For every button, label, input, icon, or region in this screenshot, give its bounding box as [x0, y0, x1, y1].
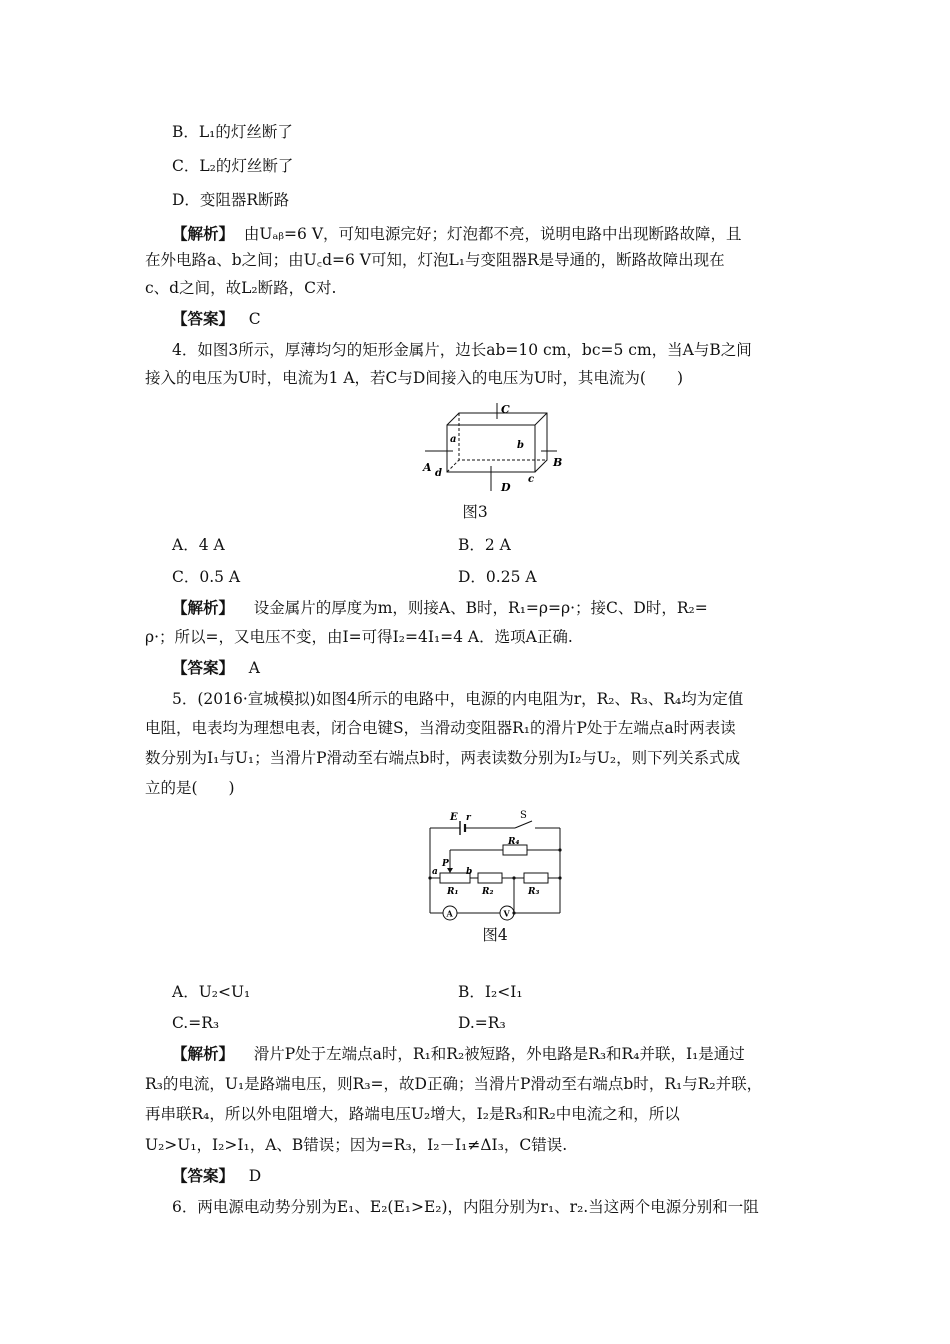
q3-analysis-line-3: c、d之间，故L₂断路，C对.: [145, 279, 337, 297]
fig4-label-r4: R₄: [508, 837, 520, 847]
q5-option-d: D.=R₃: [458, 1014, 506, 1032]
answer-tag: 【答案】: [172, 658, 235, 677]
q4-stem-line-1: 4．如图3所示，厚薄均匀的矩形金属片，边长ab=10 cm，bc=5 cm，当A与B之间: [172, 341, 752, 359]
q5-analysis-line-1: [172, 1044, 842, 1064]
q4-option-a: A．4 A: [172, 536, 225, 554]
q5-stem-line-2: 电阻，电表均为理想电表，闭合电键S，当滑动变阻器R₁的滑片P处于左端点a时两表读: [145, 719, 736, 737]
fig3-label-c-lower: c: [528, 474, 535, 485]
q5-option-b: B．I₂<I₁: [458, 983, 523, 1001]
q3-answer: C: [248, 310, 261, 328]
q5-analysis-line-3: 再串联R₄，所以外电阻增大，路端电压U₂增大，I₂是R₃和R₂中电流之和，所以: [145, 1105, 680, 1123]
analysis-tag: 【解析】: [172, 598, 235, 617]
fig4-label-e: E: [450, 812, 458, 823]
fig4-label-p: P: [442, 859, 449, 869]
q4-answer: A: [248, 659, 260, 677]
fig4-label-r3: R₃: [528, 887, 540, 897]
fig4-label-r2: R₂: [482, 887, 494, 897]
fig3-label-B: B: [553, 456, 563, 469]
fig4-label-s: S: [520, 810, 527, 821]
fig3-label-A: A: [423, 461, 432, 474]
voltmeter-symbol: V: [503, 908, 510, 919]
q3-option-c: C．L₂的灯丝断了: [172, 157, 294, 175]
figure-4-caption: 图4: [482, 926, 508, 944]
fig3-label-d: d: [435, 468, 442, 479]
q4-analysis-text: 设金属片的厚度为m，则接A、B时，R₁=ρ=ρ·；接C、D时，R₂=: [253, 599, 708, 617]
q3-option-d: D．变阻器R断路: [172, 191, 290, 209]
fig4-label-r1: R₁: [447, 887, 459, 897]
q5-answer: D: [248, 1167, 262, 1185]
fig4-label-r: r: [466, 813, 471, 823]
analysis-tag: 【解析】: [172, 1044, 235, 1063]
ammeter-symbol: A: [446, 908, 453, 919]
fig3-label-a: a: [450, 434, 457, 445]
q5-stem-line-1: 5．(2016·宣城模拟)如图4所示的电路中，电源的内电阻为r，R₂、R₃、R₄均为定值: [172, 690, 744, 708]
analysis-tag: 【解析】: [172, 224, 235, 243]
q4-option-d: D．0.25 A: [458, 568, 537, 586]
fig3-label-c: C: [501, 403, 510, 416]
q6-stem-line-1: 6．两电源电动势分别为E₁、E₂(E₁>E₂)，内阻分别为r₁、r₂.当这两个电源分别和一阻: [172, 1198, 759, 1216]
q4-option-b: B．2 A: [458, 536, 511, 554]
q3-answer-line: [172, 309, 842, 329]
q4-answer-line: [172, 658, 842, 678]
q3-analysis-line-1: [172, 224, 842, 244]
q5-analysis-line-4: U₂>U₁，I₂>I₁，A、B错误；因为=R₃，I₂－I₁≠ΔI₃，C错误.: [145, 1136, 568, 1154]
q5-analysis-text: 滑片P处于左端点a时，R₁和R₂被短路，外电路是R₃和R₄并联，I₁是通过: [253, 1045, 745, 1063]
q5-option-a: A．U₂<U₁: [172, 983, 251, 1001]
fig4-label-a: a: [432, 867, 438, 877]
q4-analysis-line-2: ρ·；所以=，又电压不变，由I=可得I₂=4I₁=4 A．选项A正确.: [145, 628, 573, 646]
q4-option-c: C．0.5 A: [172, 568, 241, 586]
q5-stem-line-4: 立的是( ): [145, 779, 235, 797]
answer-tag: 【答案】: [172, 309, 235, 328]
q5-analysis-line-2: R₃的电流，U₁是路端电压，则R₃=，故D正确；当滑片P滑动至右端点b时，R₁与R₂并联，: [145, 1075, 763, 1093]
fig4-label-b: b: [466, 867, 473, 877]
q5-answer-line: [172, 1166, 842, 1186]
figure-4-circuit: [420, 808, 570, 920]
q5-stem-line-3: 数分别为I₁与U₁；当滑片P滑动至右端点b时，两表读数分别为I₂与U₂，则下列关系式成: [145, 749, 741, 767]
q3-analysis-line-2: 在外电路a、b之间；由U꜀d=6 V可知，灯泡L₁与变阻器R是导通的，断路故障出现在: [145, 251, 725, 269]
q4-stem-line-2: 接入的电压为U时，电流为1 A，若C与D间接入的电压为U时，其电流为( ): [145, 369, 683, 387]
figure-3-caption: 图3: [462, 503, 488, 521]
q5-option-c: C.=R₃: [172, 1014, 220, 1032]
q3-option-b: B．L₁的灯丝断了: [172, 123, 293, 141]
fig3-label-b: b: [517, 440, 524, 451]
q3-analysis-text: 由Uₐᵦ=6 V，可知电源完好；灯泡都不亮，说明电路中出现断路故障，且: [243, 225, 742, 243]
fig3-label-D: D: [501, 481, 511, 494]
answer-tag: 【答案】: [172, 1166, 235, 1185]
figure-3-metal-plate: [415, 398, 585, 498]
q4-analysis-line-1: [172, 598, 842, 618]
